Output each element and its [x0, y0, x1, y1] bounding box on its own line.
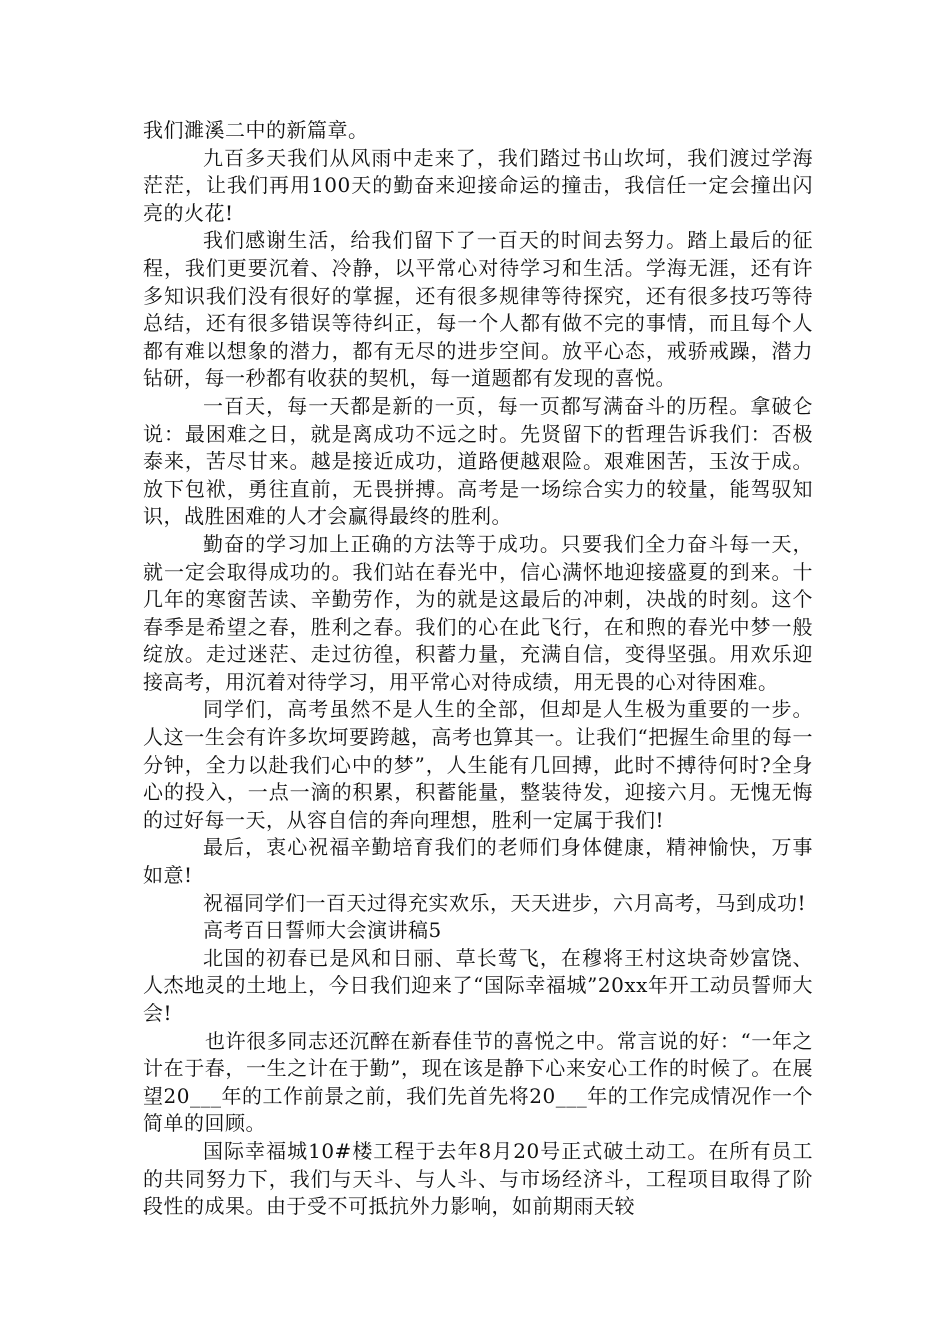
paragraph: 国际幸福城10#楼工程于去年8月20号正式破土动工。在所有员工的共同努力下，我们与天斗、与人斗、与市场经济斗，工程项目取得了阶段性的成果。由于受不可抵抗外力影响，如前期雨天较 [143, 1138, 813, 1219]
paragraph-continuation: 我们濉溪二中的新篇章。 [143, 118, 369, 142]
paragraph: 我们感谢生活，给我们留下了一百天的时间去努力。踏上最后的征程，我们更要沉着、冷静，以平常心对待学习和生活。学海无涯，还有许多知识我们没有很好的掌握，还有很多规律等待探究，还有很多技巧等待总结，还有很多错误等待纠正，每一个人都有做不完的事情，而且每个人都有难以想象的潜力，都有无尽的进步空间。放平心态，戒骄戒躁，潜力钻研，每一秒都有收获的契机，每一道题都有发现的喜悦。 [143, 228, 813, 391]
paragraph: 一百天，每一天都是新的一页，每一页都写满奋斗的历程。拿破仑说：最困难之日，就是离成功不远之时。先贤留下的哲理告诉我们：否极泰来，苦尽甘来。越是接近成功，道路便越艰险。艰难困苦，玉汝于成。放下包袱，勇往直前，无畏拼搏。高考是一场综合实力的较量，能驾驭知识，战胜困难的人才会赢得最终的胜利。 [143, 393, 813, 529]
paragraph: 勤奋的学习加上正确的方法等于成功。只要我们全力奋斗每一天，就一定会取得成功的。我们站在春光中，信心满怀地迎接盛夏的到来。十几年的寒窗苦读、辛勤劳作，为的就是这最后的冲刺，决战的时刻。这个春季是希望之春，胜利之春。我们的心在此飞行，在和煦的春光中梦一般绽放。走过迷茫、走过彷徨，积蓄力量，充满自信，变得坚强。用欢乐迎接高考，用沉着对待学习，用平常心对待成绩，用无畏的心对待困难。 [143, 531, 813, 694]
paragraph: 北国的初春已是风和日丽、草长莺飞，在穆将王村这块奇妙富饶、人杰地灵的土地上，今日我们迎来了“国际幸福城”20xx年开工动员誓师大会! [143, 945, 813, 1025]
document-body [143, 117, 813, 1221]
paragraph: 祝福同学们一百天过得充实欢乐，天天进步，六月高考，马到成功! [203, 890, 807, 915]
paragraph: 也许很多同志还沉醉在新春佳节的喜悦之中。常言说的好：“一年之计在于春，一生之计在于勤”，现在该是静下心来安心工作的时候了。在展望20___年的工作前景之前，我们先首先将20___年的工作完成情况作一个简单的回顾。 [143, 1028, 813, 1136]
section-heading: 高考百日誓师大会演讲稿5 [203, 918, 442, 943]
paragraph: 同学们，高考虽然不是人生的全部，但却是人生极为重要的一步。人这一生会有许多坎坷要跨越，高考也算其一。让我们“把握生命里的每一分钟，全力以赴我们心中的梦”，人生能有几回搏，此时不搏待何时?全身心的投入，一点一滴的积累，积蓄能量，整装待发，迎接六月。无愧无悔的过好每一天，从容自信的奔向理想，胜利一定属于我们! [143, 697, 813, 832]
paragraph: 九百多天我们从风雨中走来了，我们踏过书山坎坷，我们渡过学海茫茫，让我们再用100天的勤奋来迎接命运的撞击，我信任一定会撞出闪亮的火花! [143, 145, 813, 225]
paragraph: 最后，衷心祝福辛勤培育我们的老师们身体健康，精神愉快，万事如意! [143, 835, 813, 888]
